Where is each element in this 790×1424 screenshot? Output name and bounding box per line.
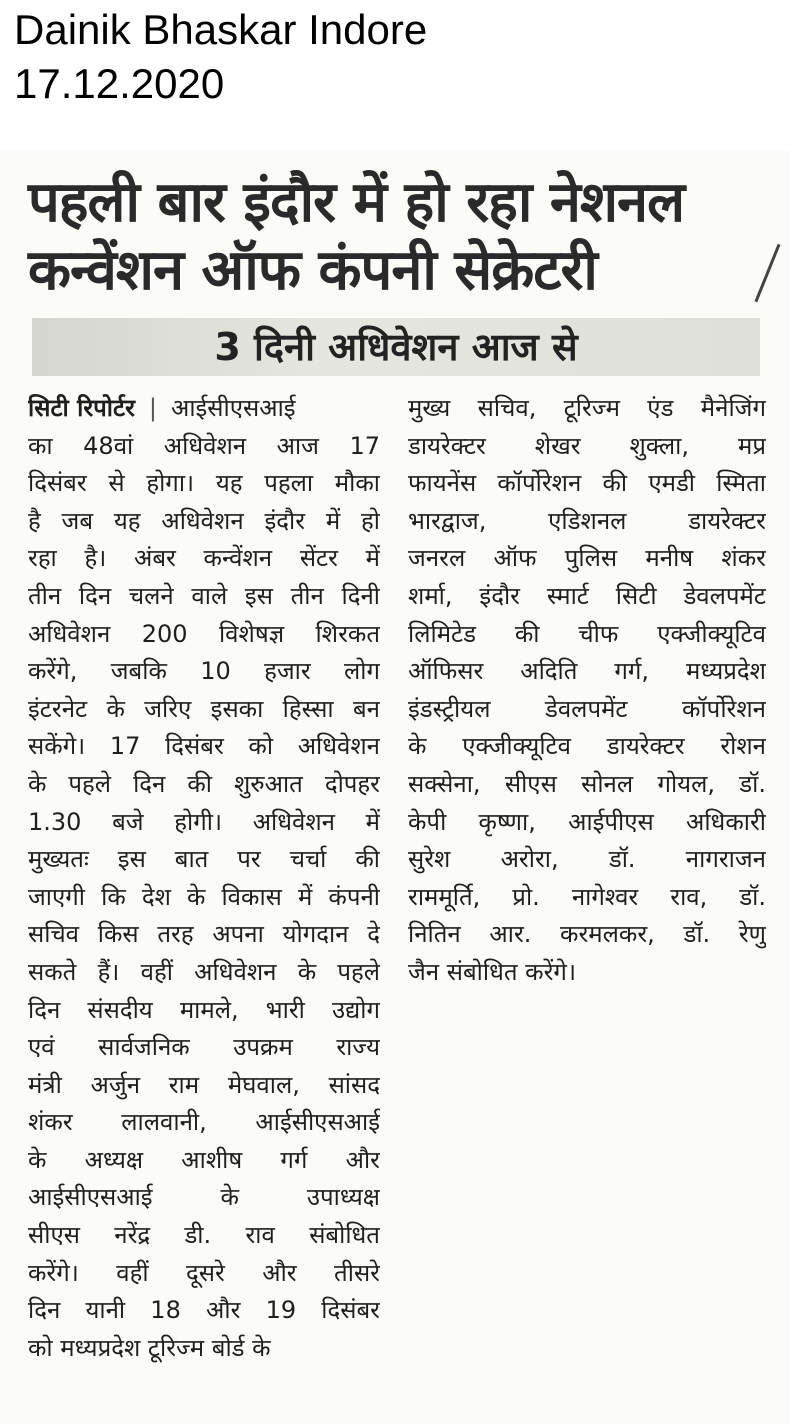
publication-date: 17.12.2020	[14, 60, 225, 107]
article-line	[28, 390, 380, 428]
byline: सिटी रिपोर्टर	[28, 394, 135, 422]
subheadline: 3 दिनी अधिवेशन आज से	[214, 325, 578, 369]
article-line: को मध्यप्रदेश टूरिज्म बोर्ड के	[28, 1333, 271, 1362]
article-line: मंत्री अर्जुन राम मेघवाल, सांसद	[28, 1070, 380, 1099]
article-line: मुख्य सचिव, टूरिज्म एंड मैनेजिंग	[408, 394, 766, 422]
article-line: के एक्जीक्यूटिव डायरेक्टर रोशन	[408, 732, 766, 761]
article-line: ऑफिसर अदिति गर्ग, मध्यप्रदेश	[408, 657, 766, 686]
article-line: जैन संबोधित करेंगे।	[408, 957, 577, 986]
article-line: अधिवेशन 200 विशेषज्ञ शिरकत	[28, 619, 380, 648]
article-line: सुरेश अरोरा, डॉ. नागराजन	[408, 845, 766, 874]
headline-line-2: कन्वेंशन ऑफ कंपनी सेक्रेटरी	[28, 238, 597, 303]
article-line: इंडस्ट्रीयल डेवलपमेंट कॉर्पोरेशन	[408, 694, 766, 723]
article-line: जनरल ऑफ पुलिस मनीष शंकर	[408, 544, 766, 573]
article-line: के अध्यक्ष आशीष गर्ग और	[28, 1145, 380, 1174]
article-line: करेंगे, जबकि 10 हजार लोग	[28, 657, 380, 686]
article-line: इंटरनेट के जरिए इसका हिस्सा बन	[28, 694, 380, 723]
article-line: दिन संसदीय मामले, भारी उद्योग	[28, 995, 380, 1024]
article-line: है जब यह अधिवेशन इंदौर में हो	[28, 506, 380, 535]
article-line: तीन दिन चलने वाले इस तीन दिनी	[28, 581, 380, 610]
subheadline-band	[32, 318, 760, 376]
article-column-left	[28, 390, 380, 1367]
article-line: शंकर लालवानी, आईसीएसआई	[28, 1108, 380, 1137]
article-line: के पहले दिन की शुरुआत दोपहर	[28, 769, 380, 798]
article-line: मुख्यतः इस बात पर चर्चा की	[28, 845, 380, 874]
article-line: सीएस नरेंद्र डी. राव संबोधित	[28, 1221, 380, 1250]
article-line: सक्सेना, सीएस सोनल गोयल, डॉ.	[408, 769, 766, 798]
article-line: दिन यानी 18 और 19 दिसंबर	[28, 1296, 380, 1325]
article-line: केपी कृष्णा, आईपीएस अधिकारी	[408, 807, 766, 836]
article-line: सकेंगे। 17 दिसंबर को अधिवेशन	[28, 732, 380, 761]
article-column-right	[408, 390, 766, 992]
article-line: लिमिटेड की चीफ एक्जीक्यूटिव	[408, 619, 766, 648]
article-line-text: आईसीएसआई	[171, 394, 296, 422]
article-line: आईसीएसआई के उपाध्यक्ष	[28, 1183, 380, 1212]
article-line: डायरेक्टर शेखर शुक्ला, मप्र	[408, 431, 766, 460]
article-line: शर्मा, इंदौर स्मार्ट सिटी डेवलपमेंट	[408, 581, 766, 610]
publication-name: Dainik Bhaskar Indore	[14, 6, 428, 53]
article-line: सचिव किस तरह अपना योगदान दे	[28, 920, 380, 949]
article-line: दिसंबर से होगा। यह पहला मौका	[28, 469, 380, 498]
article-line: एवं सार्वजनिक उपक्रम राज्य	[28, 1033, 380, 1062]
article-line: सकते हैं। वहीं अधिवेशन के पहले	[28, 957, 380, 986]
article-line: रहा है। अंबर कन्वेंशन सेंटर में	[28, 544, 380, 573]
article-line: राममूर्ति, प्रो. नागेश्वर राव, डॉ.	[408, 882, 766, 911]
headline-line-1: पहली बार इंदौर में हो रहा नेशनल	[28, 170, 685, 235]
newspaper-clipping	[0, 150, 790, 1424]
byline-separator: |	[148, 394, 157, 422]
article-line: जाएगी कि देश के विकास में कंपनी	[28, 882, 380, 911]
article-line: फायनेंस कॉर्पोरेशन की एमडी स्मिता	[408, 469, 766, 498]
article-line: 1.30 बजे होगी। अधिवेशन में	[28, 807, 380, 836]
article-line: करेंगे। वहीं दूसरे और तीसरे	[28, 1258, 380, 1287]
article-line: का 48वां अधिवेशन आज 17	[28, 431, 380, 460]
article-line: नितिन आर. करमलकर, डॉ. रेणु	[408, 920, 766, 949]
article-line: भारद्वाज, एडिशनल डायरेक्टर	[408, 506, 766, 535]
